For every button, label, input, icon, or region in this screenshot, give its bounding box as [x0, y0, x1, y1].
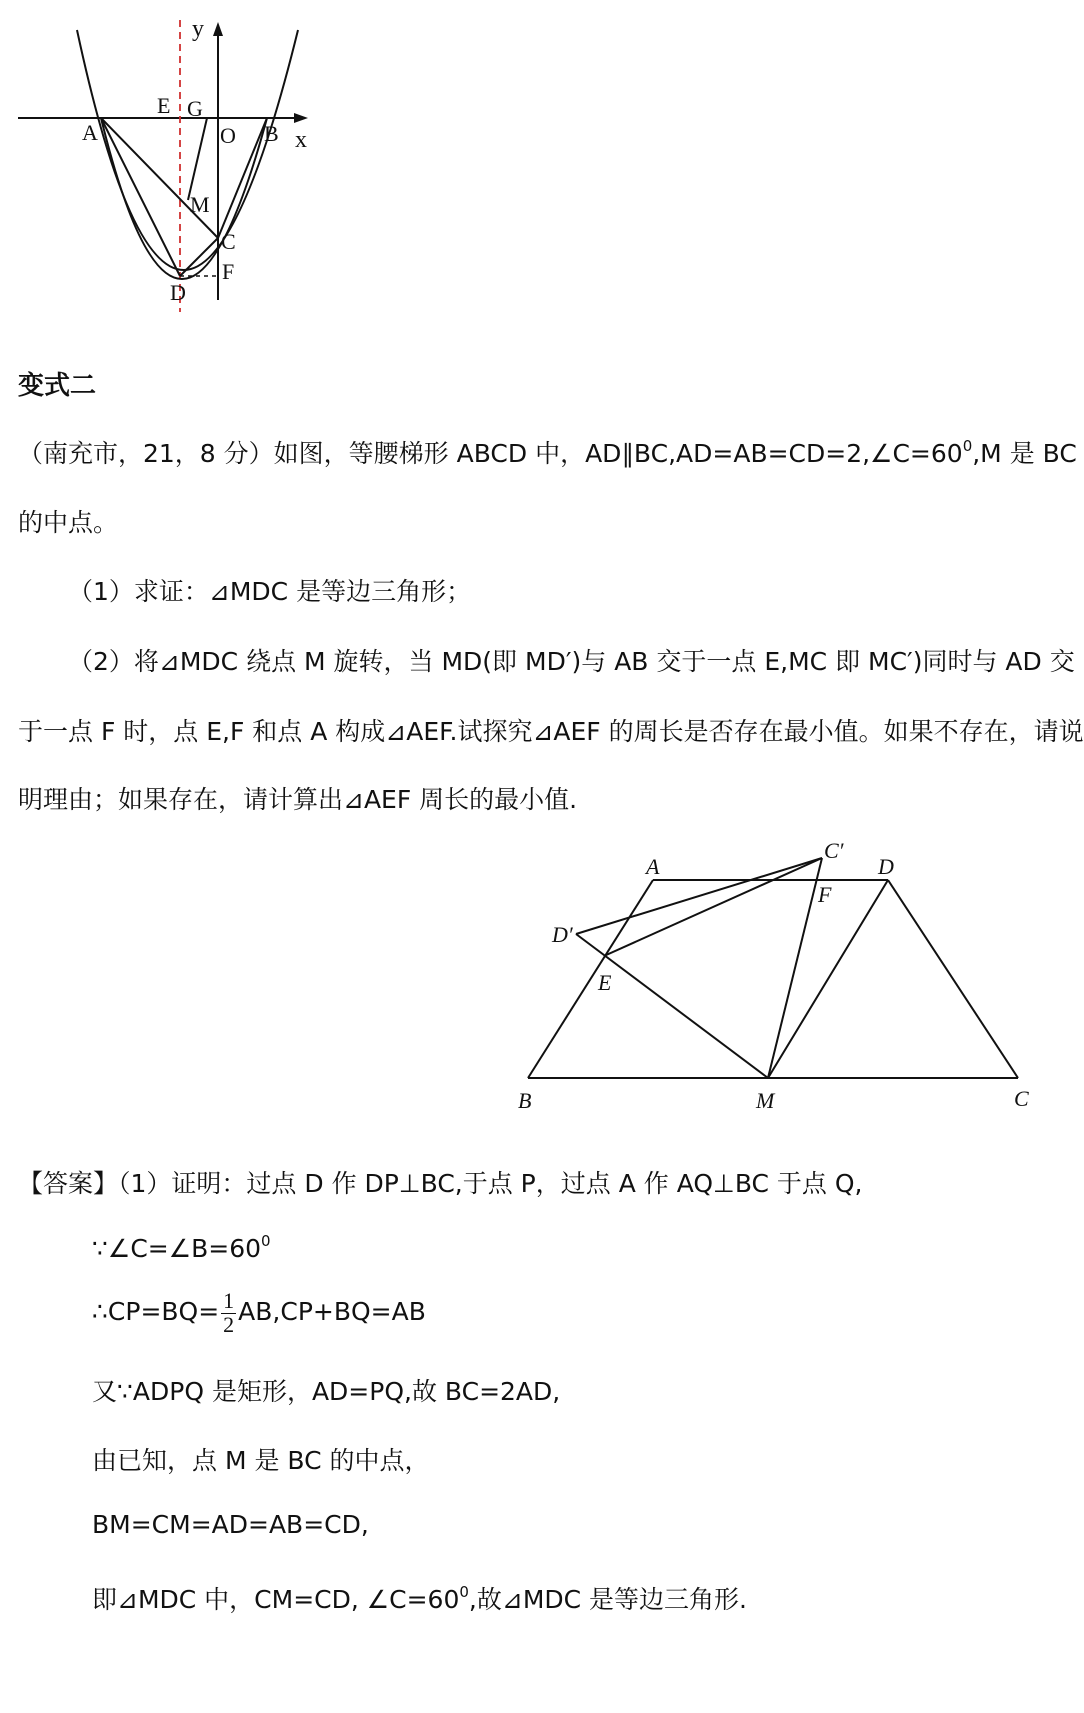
degree-sup: 0	[962, 437, 973, 455]
segment-D-prime-C-prime	[576, 858, 822, 934]
degree-sup: 0	[459, 1583, 469, 1601]
label-M: M	[756, 1088, 775, 1113]
problem-line-1	[18, 434, 1077, 470]
answer-line-1	[18, 1164, 863, 1200]
answer-line-3-pre: ∴CP=BQ=	[92, 1297, 220, 1326]
label-y: y	[192, 16, 204, 42]
degree-sup: 0	[261, 1232, 271, 1250]
fraction-denominator: 2	[223, 1312, 235, 1337]
problem-line-1-tail: ,M 是 BC	[972, 439, 1077, 468]
y-axis-arrow	[213, 22, 223, 36]
label-G: G	[187, 96, 203, 121]
fraction-numerator: 1	[223, 1288, 235, 1313]
label-C: C	[1014, 1086, 1029, 1111]
label-D-prime: D′	[552, 922, 573, 947]
answer-line-2	[92, 1234, 271, 1263]
x-axis-arrow	[294, 113, 308, 123]
line-AD	[101, 118, 180, 276]
answer-line-7-post: ,故⊿MDC 是等边三角形.	[468, 1585, 747, 1614]
label-D: D	[878, 854, 894, 879]
answer-tag: 【答案】	[18, 1169, 119, 1198]
parabola-figure	[0, 0, 340, 320]
problem-part-2-line-2: 于一点 F 时，点 E,F 和点 A 构成⊿AEF.试探究⊿AEF 的周长是否存在最小值。如果不存在，请说	[18, 717, 1084, 746]
problem-line-2: 的中点。	[18, 508, 119, 537]
problem-line-1-text: （南充市，21，8 分）如图，等腰梯形 ABCD 中，AD∥BC,AD=AB=CD=2,∠C=60	[18, 439, 963, 468]
label-E: E	[598, 970, 612, 995]
answer-line-3	[92, 1290, 426, 1336]
label-A: A	[82, 120, 98, 145]
answer-line-4: 又∵ADPQ 是矩形，AD=PQ,故 BC=2AD,	[92, 1377, 561, 1406]
problem-part-2-line-1: （2）将⊿MDC 绕点 M 旋转，当 MD(即 MD′)与 AB 交于一点 E,MC 即 MC′)同时与 AD 交	[68, 647, 1075, 676]
answer-line-5: 由已知，点 M 是 BC 的中点，	[92, 1446, 430, 1475]
answer-line-7	[92, 1580, 747, 1616]
answer-line-6: BM=CM=AD=AB=CD,	[92, 1510, 369, 1539]
label-O: O	[220, 123, 236, 148]
problem-part-1: （1）求证：⊿MDC 是等边三角形；	[68, 577, 472, 606]
label-E: E	[157, 93, 171, 118]
answer-line-7-pre: 即⊿MDC 中，CM=CD, ∠C=60	[92, 1585, 460, 1614]
problem-part-2-line-3: 明理由；如果存在，请计算出⊿AEF 周长的最小值.	[18, 785, 578, 814]
segment-D-prime-M	[576, 934, 768, 1078]
answer-line-1-text: （1）证明：过点 D 作 DP⊥BC,于点 P，过点 A 作 AQ⊥BC 于点 Q,	[118, 1169, 863, 1198]
label-F: F	[222, 259, 235, 284]
answer-line-2-text: ∵∠C=∠B=60	[92, 1234, 262, 1263]
label-B: B	[518, 1088, 532, 1113]
line-GM	[188, 118, 207, 200]
label-M: M	[190, 192, 210, 217]
answer-line-3-post: AB,CP+BQ=AB	[238, 1297, 426, 1326]
side-AB	[528, 880, 653, 1078]
label-C-prime: C′	[824, 838, 844, 863]
label-B: B	[264, 121, 279, 146]
label-A: A	[646, 854, 660, 879]
section-title: 变式二	[18, 371, 97, 401]
segment-MD	[768, 880, 888, 1078]
side-DC	[888, 880, 1018, 1078]
line-AC	[101, 118, 218, 238]
trapezoid-figure	[518, 838, 1050, 1120]
label-F: F	[818, 882, 832, 907]
fraction-one-half	[221, 1290, 236, 1336]
label-x: x	[295, 127, 307, 153]
label-C: C	[221, 229, 236, 254]
segment-M-C-prime	[768, 858, 822, 1078]
label-D: D	[170, 280, 186, 305]
